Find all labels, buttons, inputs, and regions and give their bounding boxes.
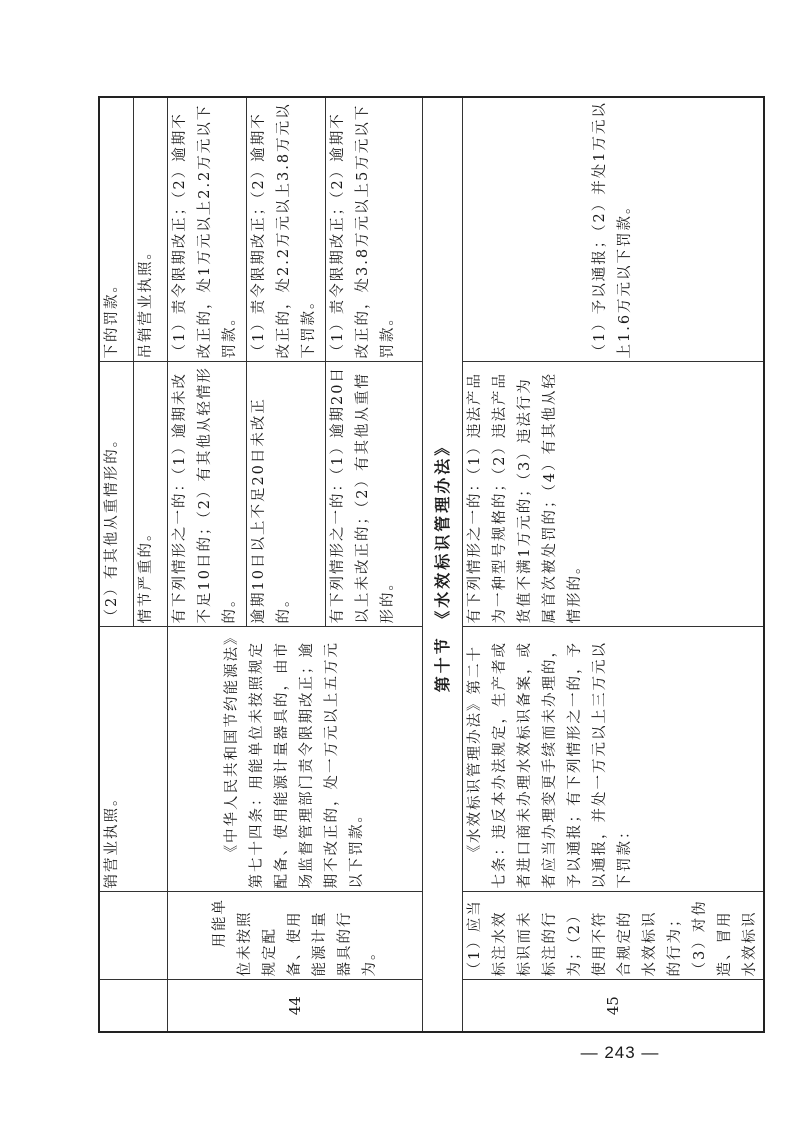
- standard-item: （1）责令限期改正；（2）逾期不改正的，处1万元以上2.2万元以下罚款。: [168, 98, 247, 362]
- standard-item: （1）责令限期改正；（2）逾期不改正的，处3.8万元以上5万元以下罚款。: [330, 103, 396, 359]
- section-header-row: [423, 97, 463, 1032]
- row-number: 44: [168, 980, 423, 1032]
- situation-text: 有下列情形之一的：（1）违法产品为一种型号规格的；（2）违法产品货值不满1万元的；（3）违法行为属首次被处罚的；（4）有其他从轻情形的。: [463, 362, 765, 627]
- basis-cell: 销营业执照。: [99, 627, 168, 892]
- basis-text: 《水效标识管理办法》第二十七条：违反本办法规定，生产者或者进口商未办理水效标识备案，或者应当办理变更手续而未办理的，予以通报；有下列情形之一的，予以通报，并处一万元以上三万元以下罚款：: [463, 627, 765, 892]
- penalty-standard-table: [98, 96, 765, 1033]
- situation-item: 有下列情形之一的：（1）逾期20日以上未改正的；（2）有其他从重情形的。: [330, 366, 396, 624]
- standard-cell: [99, 97, 168, 362]
- violation-cell: [99, 892, 168, 980]
- violation-text: （1）应当标注水效标识而未标注的行为；（2）使用不符合规定的水效标识的行为；（3）对伪造、冒用水效标识: [463, 892, 765, 980]
- table-row-45: [463, 97, 765, 1032]
- row-number: 45: [463, 980, 765, 1032]
- standard-item: （1）责令限期改正；（2）逾期不改正的，处2.2万元以上3.8万元以下罚款。: [247, 98, 326, 362]
- rotated-page-content: [98, 98, 758, 1033]
- table-row-44: [168, 97, 423, 1032]
- row-number-cell: [99, 980, 168, 1032]
- situation-item: 有下列情形之一的：（1）逾期未改不足10日的；（2）有其他从轻情形的。: [168, 363, 247, 627]
- section-title: 第十节 《水效标识管理办法》: [423, 97, 463, 1032]
- situation-cell: [99, 362, 168, 627]
- standard-item: 下的罚款。: [100, 98, 134, 362]
- situation-item: （2）有其他从重情形的。: [100, 363, 134, 627]
- violation-text: 用能单位未按照规定配备、使用能源计量器具的行为。: [168, 892, 423, 980]
- situation-item: 逾期10日以上不足20日未改正的。: [247, 363, 326, 627]
- situation-item: 情节严重的。: [138, 524, 154, 624]
- standard-cell: [168, 97, 423, 362]
- table-row-continued: [99, 97, 168, 1032]
- standard-item: 吊销营业执照。: [138, 243, 154, 359]
- standard-text: （1）予以通报；（2）并处1万元以上1.6万元以下罚款。: [463, 97, 765, 362]
- basis-text: 《中华人民共和国节约能源法》第七十四条：用能单位未按照规定配备、使用能源计量器具的，由市场监督管理部门责令限期改正；逾期不改正的，处一万元以上五万元以下罚款。: [168, 627, 423, 892]
- page-number: — 243 —: [580, 1043, 660, 1062]
- situation-cell: [168, 362, 423, 627]
